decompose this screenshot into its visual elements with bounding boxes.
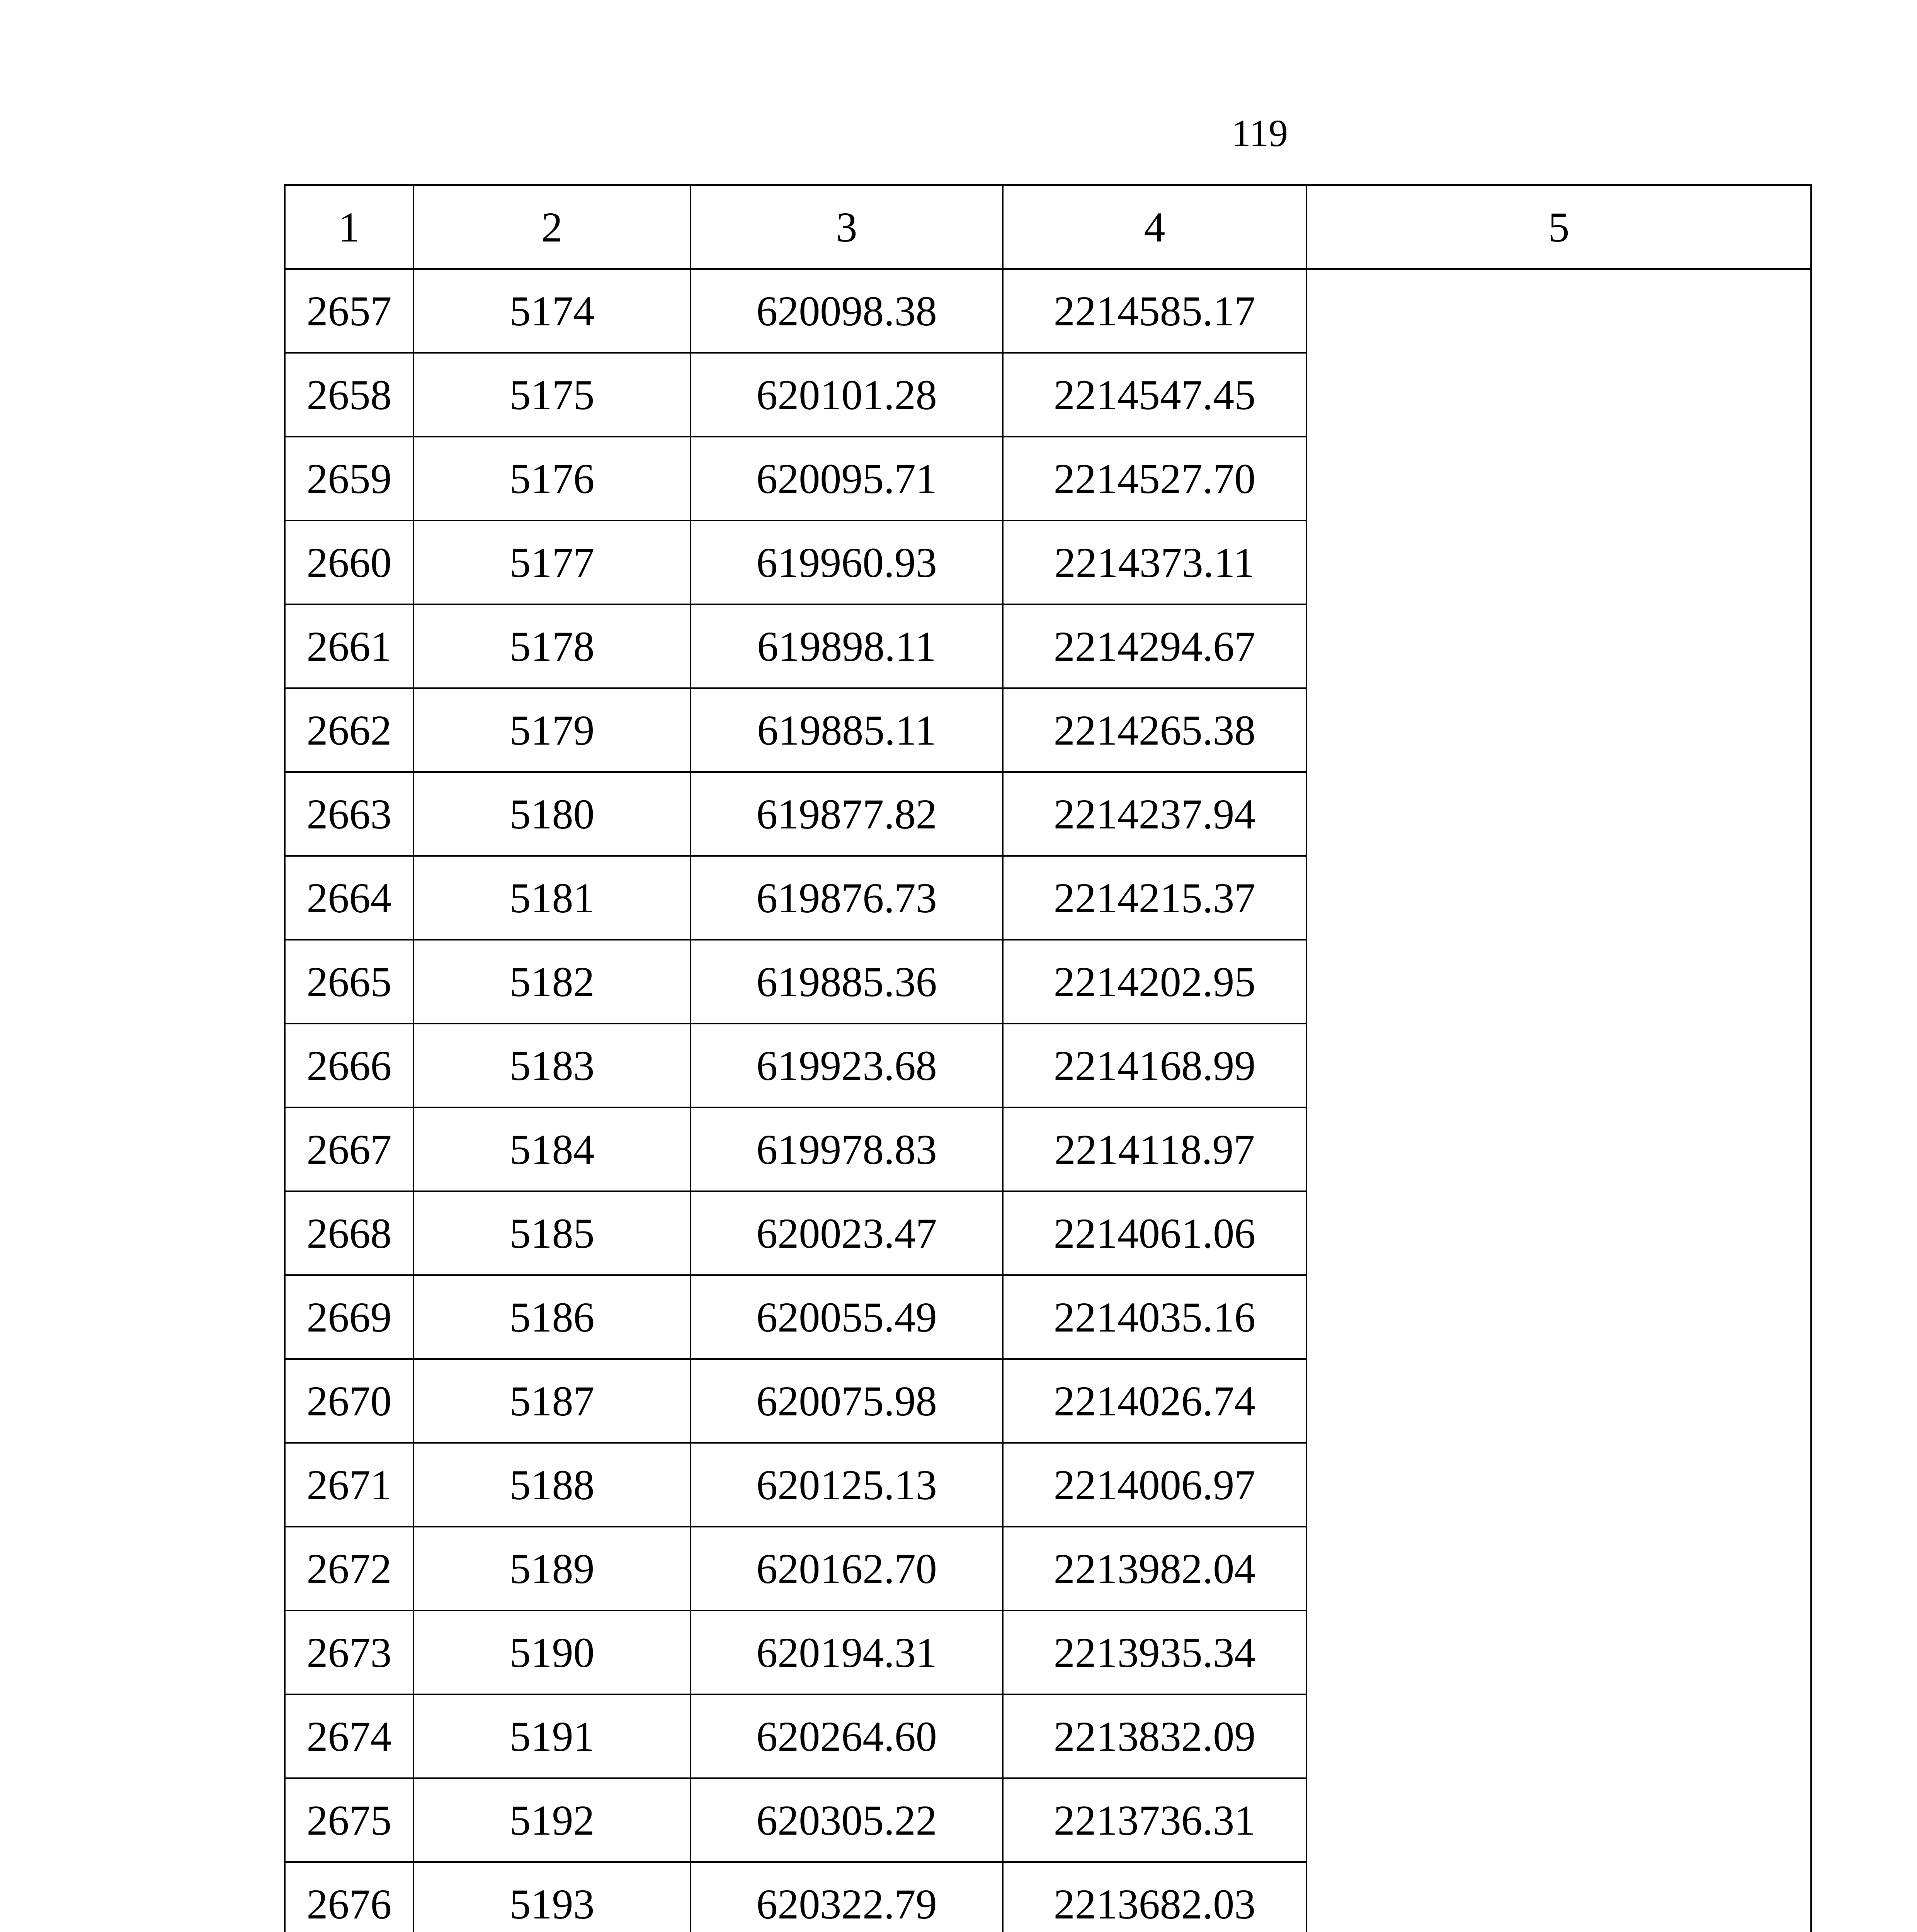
- cell-col-4: 2214585.17: [1003, 269, 1306, 353]
- cell-col-1: 2673: [285, 1611, 413, 1694]
- cell-col-3: 620095.71: [691, 437, 1003, 520]
- cell-col-4: 2214118.97: [1003, 1107, 1306, 1191]
- header-col-1: 1: [285, 185, 413, 269]
- cell-col-1: 2661: [285, 604, 413, 688]
- cell-col-1: 2674: [285, 1694, 413, 1778]
- cell-col-2: 5181: [413, 856, 691, 940]
- cell-col-1: 2664: [285, 856, 413, 940]
- cell-col-2: 5179: [413, 688, 691, 772]
- table-row: [285, 269, 1811, 353]
- header-col-3: 3: [691, 185, 1003, 269]
- cell-col-3: 619923.68: [691, 1024, 1003, 1107]
- cell-col-4: 2214527.70: [1003, 437, 1306, 520]
- cell-col-2: 5193: [413, 1862, 691, 1932]
- cell-col-4: 2214061.06: [1003, 1191, 1306, 1275]
- cell-col-4: 2214237.94: [1003, 772, 1306, 856]
- cell-col-3: 619877.82: [691, 772, 1003, 856]
- cell-col-4: 2214373.11: [1003, 520, 1306, 604]
- cell-col-1: 2671: [285, 1443, 413, 1527]
- cell-col-1: 2657: [285, 269, 413, 353]
- column-5-note-cell: [1306, 269, 1811, 1932]
- cell-col-4: 2214294.67: [1003, 604, 1306, 688]
- cell-col-2: 5182: [413, 940, 691, 1024]
- cell-col-2: 5188: [413, 1443, 691, 1527]
- cell-col-1: 2662: [285, 688, 413, 772]
- cell-col-1: 2660: [285, 520, 413, 604]
- cell-col-1: 2676: [285, 1862, 413, 1932]
- header-col-4: 4: [1003, 185, 1306, 269]
- cell-col-4: 2214547.45: [1003, 353, 1306, 437]
- cell-col-3: 619885.11: [691, 688, 1003, 772]
- cell-col-3: 620322.79: [691, 1862, 1003, 1932]
- cell-col-2: 5180: [413, 772, 691, 856]
- cell-col-1: 2675: [285, 1778, 413, 1862]
- cell-col-4: 2214215.37: [1003, 856, 1306, 940]
- cell-col-3: 619960.93: [691, 520, 1003, 604]
- cell-col-1: 2666: [285, 1024, 413, 1107]
- cell-col-2: 5178: [413, 604, 691, 688]
- page-number: 119: [1231, 112, 1288, 155]
- cell-col-3: 620101.28: [691, 353, 1003, 437]
- cell-col-4: 2213832.09: [1003, 1694, 1306, 1778]
- cell-col-4: 2214202.95: [1003, 940, 1306, 1024]
- cell-col-1: 2668: [285, 1191, 413, 1275]
- cell-col-2: 5175: [413, 353, 691, 437]
- coordinates-table: [284, 184, 1812, 1932]
- cell-col-1: 2669: [285, 1275, 413, 1359]
- cell-col-3: 620098.38: [691, 269, 1003, 353]
- cell-col-4: 2214035.16: [1003, 1275, 1306, 1359]
- cell-col-3: 620075.98: [691, 1359, 1003, 1443]
- cell-col-4: 2213935.34: [1003, 1611, 1306, 1694]
- cell-col-2: 5176: [413, 437, 691, 520]
- header-col-2: 2: [413, 185, 691, 269]
- cell-col-3: 619876.73: [691, 856, 1003, 940]
- table-body: [285, 269, 1811, 1932]
- cell-col-1: 2663: [285, 772, 413, 856]
- cell-col-2: 5192: [413, 1778, 691, 1862]
- cell-col-1: 2665: [285, 940, 413, 1024]
- cell-col-4: 2213682.03: [1003, 1862, 1306, 1932]
- header-col-5: 5: [1306, 185, 1811, 269]
- cell-col-3: 620055.49: [691, 1275, 1003, 1359]
- cell-col-2: 5191: [413, 1694, 691, 1778]
- cell-col-3: 619978.83: [691, 1107, 1003, 1191]
- cell-col-1: 2672: [285, 1527, 413, 1611]
- cell-col-2: 5189: [413, 1527, 691, 1611]
- cell-col-3: 620162.70: [691, 1527, 1003, 1611]
- cell-col-4: 2214006.97: [1003, 1443, 1306, 1527]
- cell-col-4: 2214265.38: [1003, 688, 1306, 772]
- cell-col-3: 619898.11: [691, 604, 1003, 688]
- cell-col-3: 620125.13: [691, 1443, 1003, 1527]
- cell-col-1: 2658: [285, 353, 413, 437]
- cell-col-3: 620023.47: [691, 1191, 1003, 1275]
- cell-col-2: 5177: [413, 520, 691, 604]
- cell-col-2: 5184: [413, 1107, 691, 1191]
- cell-col-3: 620264.60: [691, 1694, 1003, 1778]
- cell-col-3: 619885.36: [691, 940, 1003, 1024]
- page-number-container: [151, 104, 1917, 162]
- cell-col-3: 620194.31: [691, 1611, 1003, 1694]
- cell-col-2: 5190: [413, 1611, 691, 1694]
- cell-col-2: 5183: [413, 1024, 691, 1107]
- cell-col-1: 2670: [285, 1359, 413, 1443]
- cell-col-1: 2667: [285, 1107, 413, 1191]
- cell-col-1: 2659: [285, 437, 413, 520]
- cell-col-2: 5174: [413, 269, 691, 353]
- cell-col-3: 620305.22: [691, 1778, 1003, 1862]
- table-header-row: [285, 185, 1811, 269]
- cell-col-2: 5186: [413, 1275, 691, 1359]
- cell-col-2: 5187: [413, 1359, 691, 1443]
- cell-col-2: 5185: [413, 1191, 691, 1275]
- cell-col-4: 2213736.31: [1003, 1778, 1306, 1862]
- cell-col-4: 2213982.04: [1003, 1527, 1306, 1611]
- cell-col-4: 2214168.99: [1003, 1024, 1306, 1107]
- cell-col-4: 2214026.74: [1003, 1359, 1306, 1443]
